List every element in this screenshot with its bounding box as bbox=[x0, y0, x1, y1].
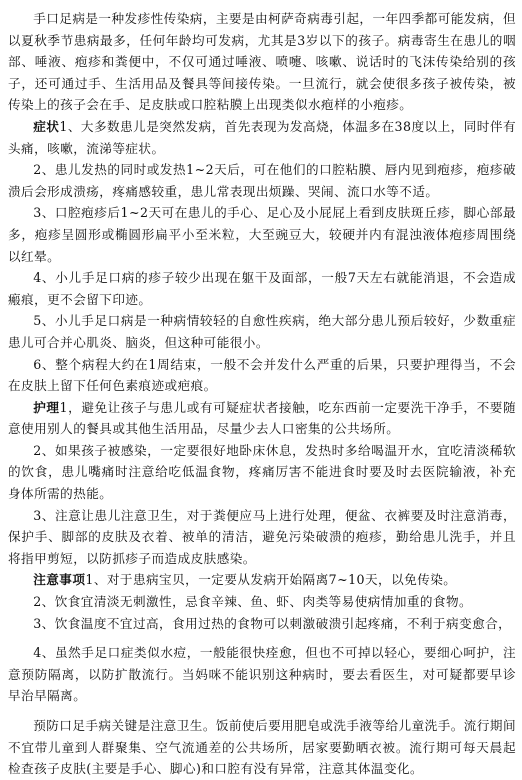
symptom-item-6: 6、整个病程大约在1周结束，一般不会并发什么严重的后果，只要护理得当，不会在皮肤上留下任何色素痕迹或疤痕。 bbox=[8, 356, 516, 394]
symptom-item-1 bbox=[8, 116, 516, 159]
notes-heading: 注意事项 bbox=[33, 572, 86, 588]
care-text-1: 1，避免让孩子与患儿或有可疑症状者接触，吃东西前一定要洗干净手，不要随意使用别人的餐具或其他生活用品，尽量少去人口密集的公共场所。 bbox=[8, 399, 516, 437]
intro-paragraph: 手口足病是一种发疹性传染病，主要是由柯萨奇病毒引起，一年四季都可能发病，但以夏秋季节患病最多，任何年龄均可发病，尤其是3岁以下的孩子。病毒寄生在患儿的咽部、唾液、疱疹和粪便中，不仅可通过唾液、喷嚏、咳嗽、说话时的飞沫传染给别的孩子，还可通过手、生活用品及餐具等间接传染。一旦流行，就会使很多孩子被传染，被传染上的孩子会在手、足皮肤或口腔粘膜上出现类似水疱样的小疱疹。 bbox=[8, 11, 516, 113]
notes-item-1 bbox=[8, 569, 516, 591]
notes-item-3: 3、饮食温度不宜过高，食用过热的食物可以刺激破溃引起疼痛，不利于病变愈合， bbox=[33, 615, 512, 631]
symptom-item-3: 3、口腔疱疹后1~2天可在患儿的手心、足心及小屁屁上看到皮肤斑丘疹，脚心部最多，疱疹呈圆形或椭圆形扁平小至米粒，大至豌豆大，较硬并内有混浊液体疱疹周围绕以红晕。 bbox=[8, 205, 516, 264]
symptom-item-2: 2、患儿发热的同时或发热1~2天后，可在他们的口腔粘膜、唇内见到疱疹，疱疹破溃后会形成溃疡，疼痛感较重，患儿常表现出烦躁、哭闹、流口水等不适。 bbox=[8, 162, 516, 199]
care-item-3: 3、注意让患儿注意卫生，对于粪便应马上进行处理，便盆、衣裤要及时注意消毒，保护手、脚部的皮肤及衣着、被单的清洁，避免污染破溃的疱疹，勤给患儿洗手，并且将指甲剪短，以防抓疹子而造成皮肤感染。 bbox=[8, 507, 516, 566]
notes-item-4: 4、虽然手足口症类似水痘，一般能很快痊愈，但也不可掉以轻心，要细心呵护，注意预防隔离，以防扩散流行。当妈咪不能识别这种病时，要去看医生，对可疑都要早诊早治早隔离。 bbox=[8, 645, 516, 704]
prevention-paragraph: 预防口足手病关键是注意卫生。饭前使后要用肥皂或洗手液等给儿童洗手。流行期间不宜带儿童到人群聚集、空气流通差的公共场所，居家要勤晒衣被。流行期可每天晨起检查孩子皮肤(主要是手心、脚心)和口腔有没有异常，注意其体温变化。 bbox=[8, 718, 516, 777]
symptom-item-4: 4、小儿手足口病的疹子较少出现在躯干及面部，一般7天左右就能消退，不会造成瘢痕，更不会留下印迹。 bbox=[8, 270, 516, 307]
care-item-1 bbox=[8, 397, 516, 440]
care-item-2: 2、如果孩子被感染，一定要很好地卧床休息，发热时多给喝温开水，宜吃清淡稀软的饮食，患儿嘴痛时注意给吃低温食物，疼痛厉害不能进食时要及时去医院输液，补充身体所需的热能。 bbox=[8, 442, 516, 502]
care-heading: 护理 bbox=[33, 399, 60, 415]
notes-item-2: 2、饮食宜清淡无刺激性，忌食辛辣、鱼、虾、肉类等易使病情加重的食物。 bbox=[33, 594, 473, 610]
symptom-text-1: 1、大多数患儿是突然发病，首先表现为发高烧，体温多在38度以上，同时伴有头痛，咳嗽，流涕等症状。 bbox=[8, 118, 516, 156]
symptom-item-5: 5、小儿手足口病是一种病情较轻的自愈性疾病，绝大部分患儿预后较好，少数重症患儿可合并心肌炎、脑炎，但这种可能很小。 bbox=[8, 313, 516, 350]
notes-text-1: 1、对于患病宝贝，一定要从发病开始隔离7~10天，以免传染。 bbox=[85, 572, 457, 588]
symptoms-heading: 症状 bbox=[33, 118, 60, 134]
